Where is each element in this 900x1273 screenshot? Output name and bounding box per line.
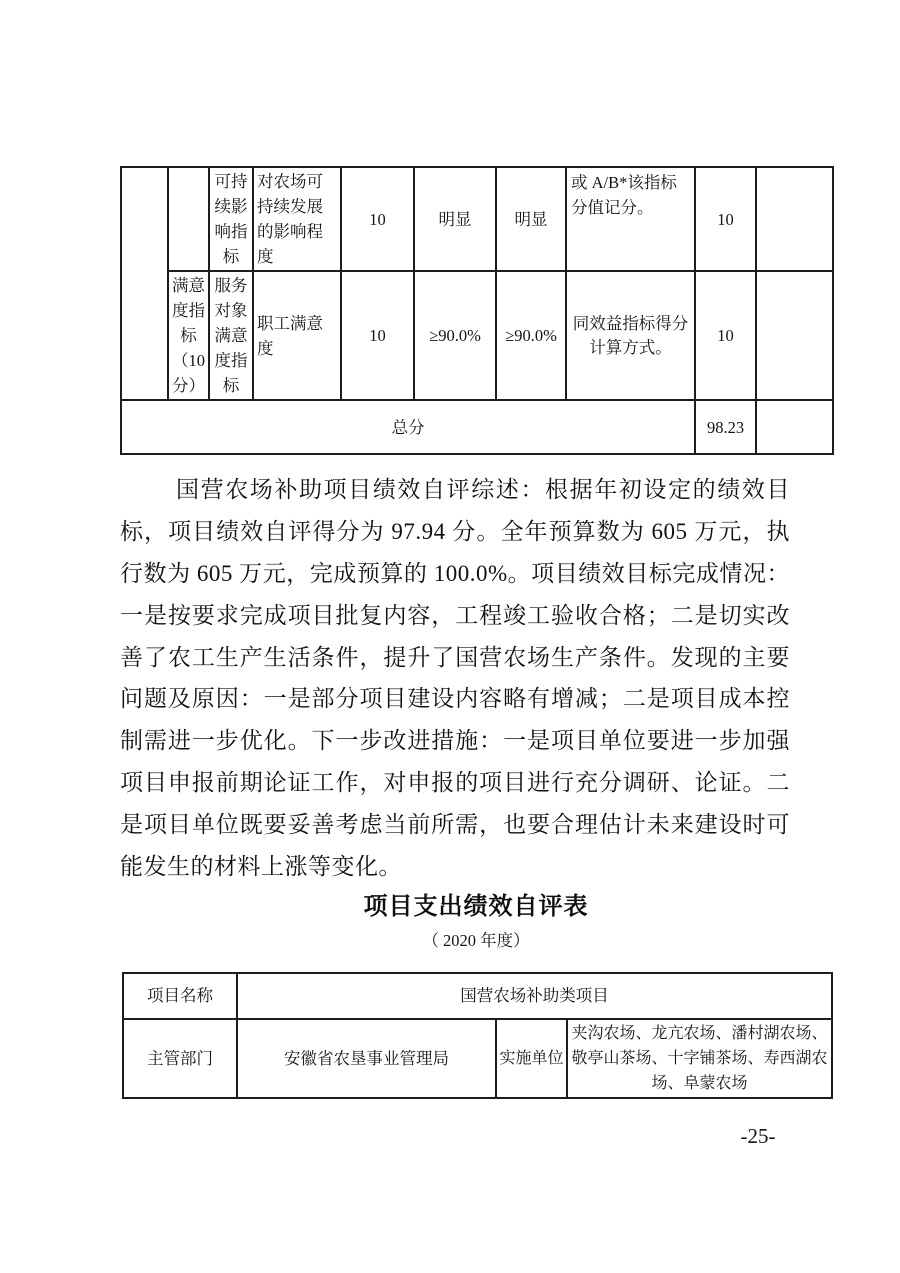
score-cell: 10 [695, 271, 756, 400]
scoring-note-cell: 或 A/B*该指标分值记分。 [566, 167, 695, 271]
total-label-cell: 总分 [121, 400, 695, 454]
actual-value-cell: ≥90.0% [496, 271, 566, 400]
project-name-value-cell: 国营农场补助类项目 [237, 973, 832, 1019]
page-number: -25- [740, 1124, 776, 1148]
remark-cell [756, 271, 833, 400]
scoring-note-cell: 同效益指标得分计算方式。 [566, 271, 695, 400]
paragraph-line: 项目申报前期论证工作，对申报的项目进行充分调研、论证。二 [120, 770, 790, 796]
total-remark-cell [756, 400, 833, 454]
weight-cell: 10 [341, 167, 414, 271]
target-value-cell: 明显 [414, 167, 496, 271]
implementer-value-cell: 夹沟农场、龙亢农场、潘村湖农场、敬亭山茶场、十字铺茶场、寿西湖农场、阜蒙农场 [567, 1019, 832, 1098]
department-label-cell: 主管部门 [123, 1019, 237, 1098]
score-table [120, 166, 834, 455]
paragraph-line: 能发生的材料上涨等变化。 [120, 854, 402, 880]
form-subtitle: （ 2020 年度） [422, 931, 530, 950]
indicator-class-cell: 可持续影响指标 [209, 167, 253, 271]
paragraph-line: 是项目单位既要妥善考虑当前所需，也要合理估计未来建设时可 [120, 812, 790, 838]
paragraph-line: 一是按要求完成项目批复内容，工程竣工验收合格；二是切实改 [120, 602, 790, 628]
paragraph-line: 问题及原因：一是部分项目建设内容略有增减；二是项目成本控 [120, 686, 790, 712]
paragraph-line: 制需进一步优化。下一步改进措施：一是项目单位要进一步加强 [120, 728, 790, 754]
remark-cell [756, 167, 833, 271]
group-category-cell [121, 167, 168, 400]
paragraph-line: 国营农场补助项目绩效自评综述：根据年初设定的绩效目 [176, 477, 790, 502]
target-value-cell: ≥90.0% [414, 271, 496, 400]
group-cell: 满意度指标（10分） [168, 271, 209, 400]
total-score-cell: 98.23 [695, 400, 756, 454]
indicator-class-cell: 服务对象满意度指标 [209, 271, 253, 400]
department-value-cell: 安徽省农垦事业管理局 [237, 1019, 496, 1098]
indicator-name-cell: 对农场可持续发展的影响程度 [253, 167, 341, 271]
paragraph-line: 善了农工生产生活条件，提升了国营农场生产条件。发现的主要 [120, 644, 790, 670]
paragraph-line: 标，项目绩效自评得分为 97.94 分。全年预算数为 605 万元，执 [120, 518, 790, 544]
actual-value-cell: 明显 [496, 167, 566, 271]
project-info-table [122, 972, 833, 1099]
project-name-label-cell: 项目名称 [123, 973, 237, 1019]
weight-cell: 10 [341, 271, 414, 400]
subgroup-cell-empty [168, 167, 209, 271]
score-cell: 10 [695, 167, 756, 271]
implementer-label-cell: 实施单位 [496, 1019, 567, 1098]
indicator-name-cell: 职工满意度 [253, 271, 341, 400]
paragraph-line: 行数为 605 万元，完成预算的 100.0%。项目绩效目标完成情况： [120, 560, 790, 586]
form-title: 项目支出绩效自评表 [363, 893, 589, 920]
summary-paragraph [120, 469, 790, 888]
